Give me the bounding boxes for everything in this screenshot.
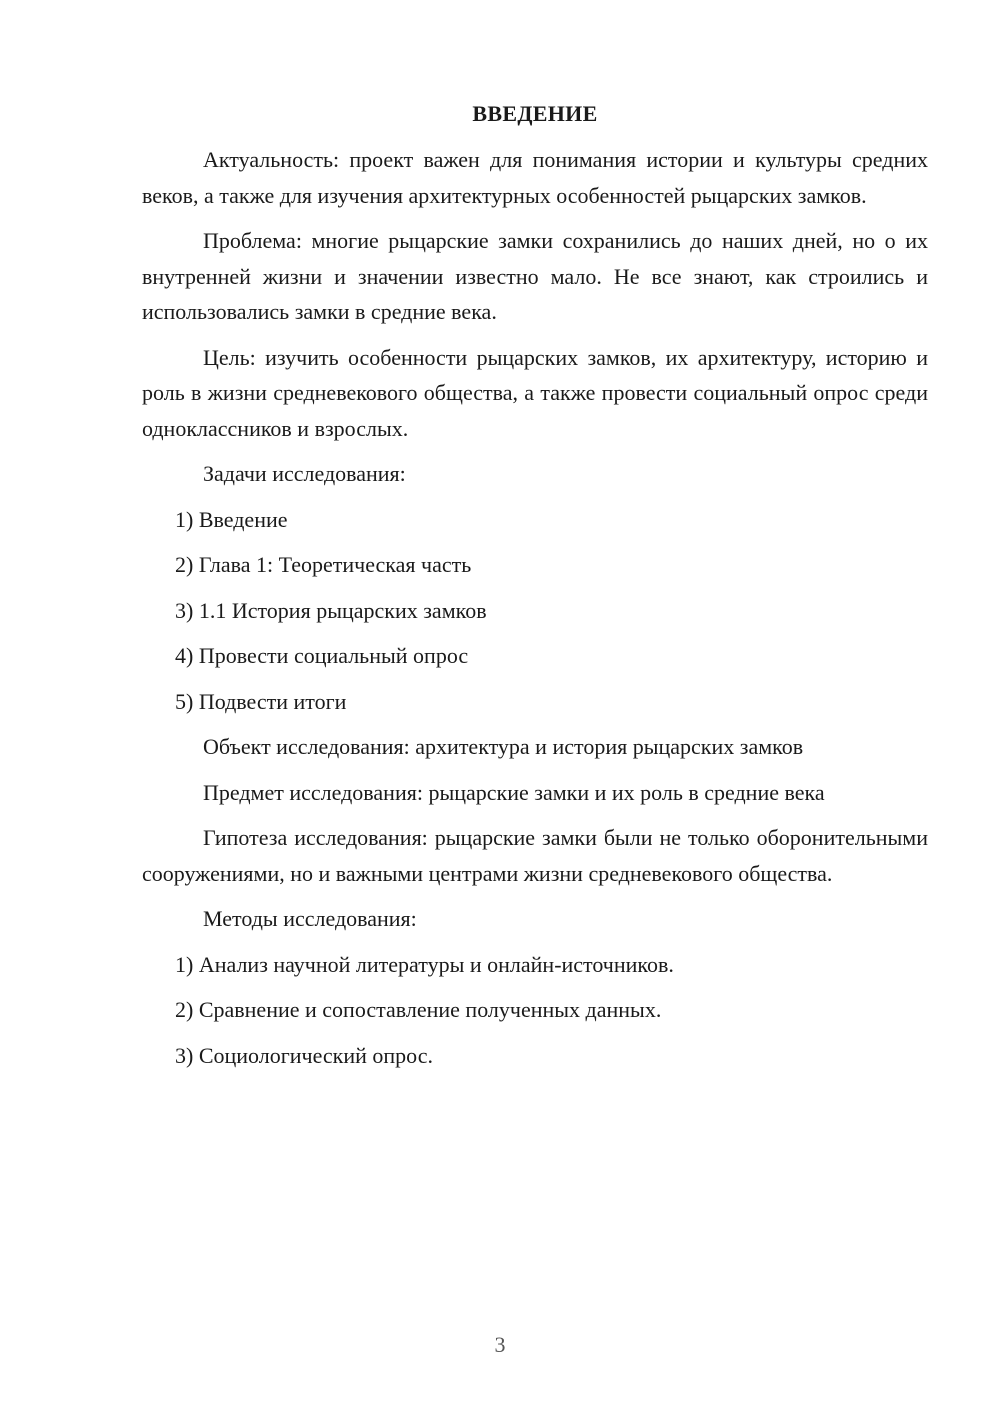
relevance-paragraph: Актуальность: проект важен для понимания истории и культуры средних веков, а также для изучения архитектурных особенностей рыцарских замков. (142, 147, 928, 208)
methods-list (142, 947, 928, 1074)
list-item: 1) Анализ научной литературы и онлайн-источников. (175, 951, 674, 977)
tasks-list (142, 502, 928, 720)
list-item: 4) Провести социальный опрос (175, 643, 469, 668)
list-item: 5) Подвести итоги (175, 688, 347, 714)
list-item: 2) Сравнение и сопоставление полученных данных. (175, 997, 662, 1022)
page-title: ВВЕДЕНИЕ (472, 101, 598, 126)
page-number: 3 (494, 1332, 506, 1357)
list-item: 2) Глава 1: Теоретическая часть (175, 552, 472, 577)
goal-paragraph: Цель: изучить особенности рыцарских замков, их архитектуру, историю и роль в жизни средневекового общества, а также провести социальный опрос среди одноклассников и взрослых. (142, 344, 928, 441)
object-paragraph: Объект исследования: архитектура и история рыцарских замков (203, 734, 804, 759)
document-body (142, 142, 928, 1083)
list-item: 3) 1.1 История рыцарских замков (175, 597, 487, 623)
methods-heading: Методы исследования: (203, 906, 417, 931)
subject-paragraph: Предмет исследования: рыцарские замки и их роль в средние века (203, 779, 825, 805)
list-item: 1) Введение (175, 506, 288, 532)
hypothesis-paragraph: Гипотеза исследования: рыцарские замки были не только оборонительными сооружениями, но и важными центрами жизни средневекового общества. (142, 825, 928, 886)
list-item: 3) Социологический опрос. (175, 1042, 433, 1068)
problem-paragraph: Проблема: многие рыцарские замки сохранились до наших дней, но о их внутренней жизни и значении известно мало. Не все знают, как строились и использовались замки в средние века. (142, 228, 928, 324)
tasks-heading: Задачи исследования: (203, 461, 406, 486)
